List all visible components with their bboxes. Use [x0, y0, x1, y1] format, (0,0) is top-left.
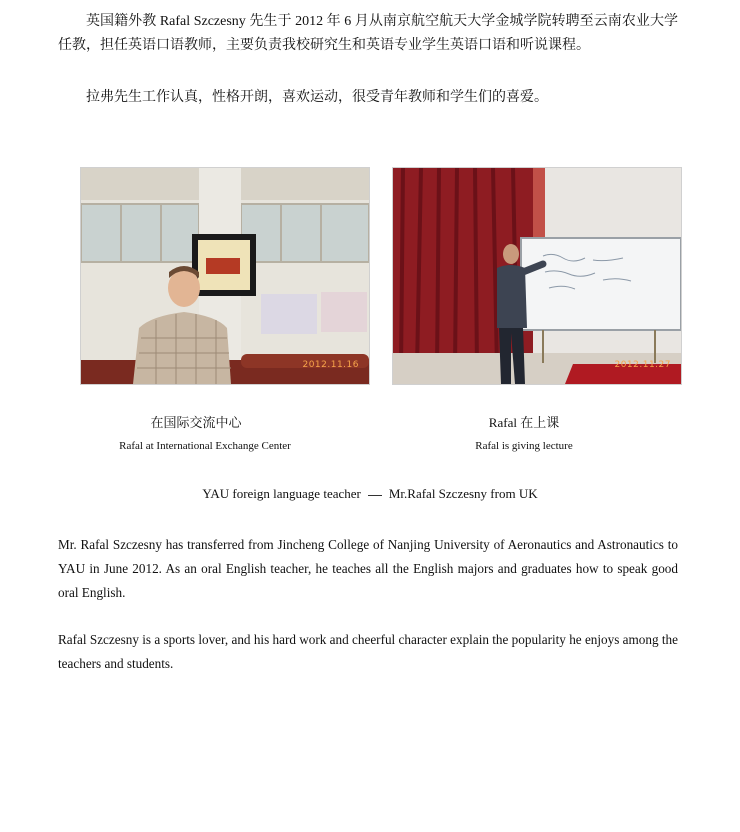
caption-left-chinese: 在国际交流中心: [150, 415, 242, 430]
chinese-paragraph-2: 拉弗先生工作认真，性格开朗，喜欢运动，很受青年教师和学生们的喜爱。: [86, 90, 548, 105]
english-title-right: Mr.Rafal Szczesny from UK: [388, 486, 538, 501]
photo-date-stamp: 2012.11.16: [302, 360, 359, 370]
caption-right-chinese: Rafal 在上课: [488, 415, 560, 430]
english-title-left: YAU foreign language teacher: [202, 486, 361, 501]
english-paragraph-1: Mr. Rafal Szczesny has transferred from Jincheng College of Nanjing University of Aeronautics and Astronautics to YAU in June 2012. As an oral English teacher, he teaches all the English majors and graduates how to speak good oral English.: [58, 537, 678, 600]
caption-left-english: Rafal at International Exchange Center: [119, 440, 291, 452]
photo-lecture: [392, 167, 682, 385]
photo-exchange-center-image: [81, 168, 369, 384]
title-dash: [368, 495, 382, 496]
photo-lecture-image: [393, 168, 681, 384]
chinese-paragraph-1: 英国籍外教 Rafal Szczesny 先生于 2012 年 6 月从南京航空航天大学金城学院转聘至云南农业大学任教，担任英语口语教师，主要负责我校研究生和英语专业学生英语口语和听说课程。: [58, 14, 678, 53]
caption-right-english: Rafal is giving lecture: [475, 440, 573, 452]
photo-exchange-center: [80, 167, 370, 385]
photo-date-stamp: 2012.11.27: [614, 360, 671, 370]
english-paragraph-2: Rafal Szczesny is a sports lover, and his hard work and cheerful character explain the popularity he enjoys among the teachers and students.: [58, 632, 678, 671]
english-title: [0, 486, 740, 502]
